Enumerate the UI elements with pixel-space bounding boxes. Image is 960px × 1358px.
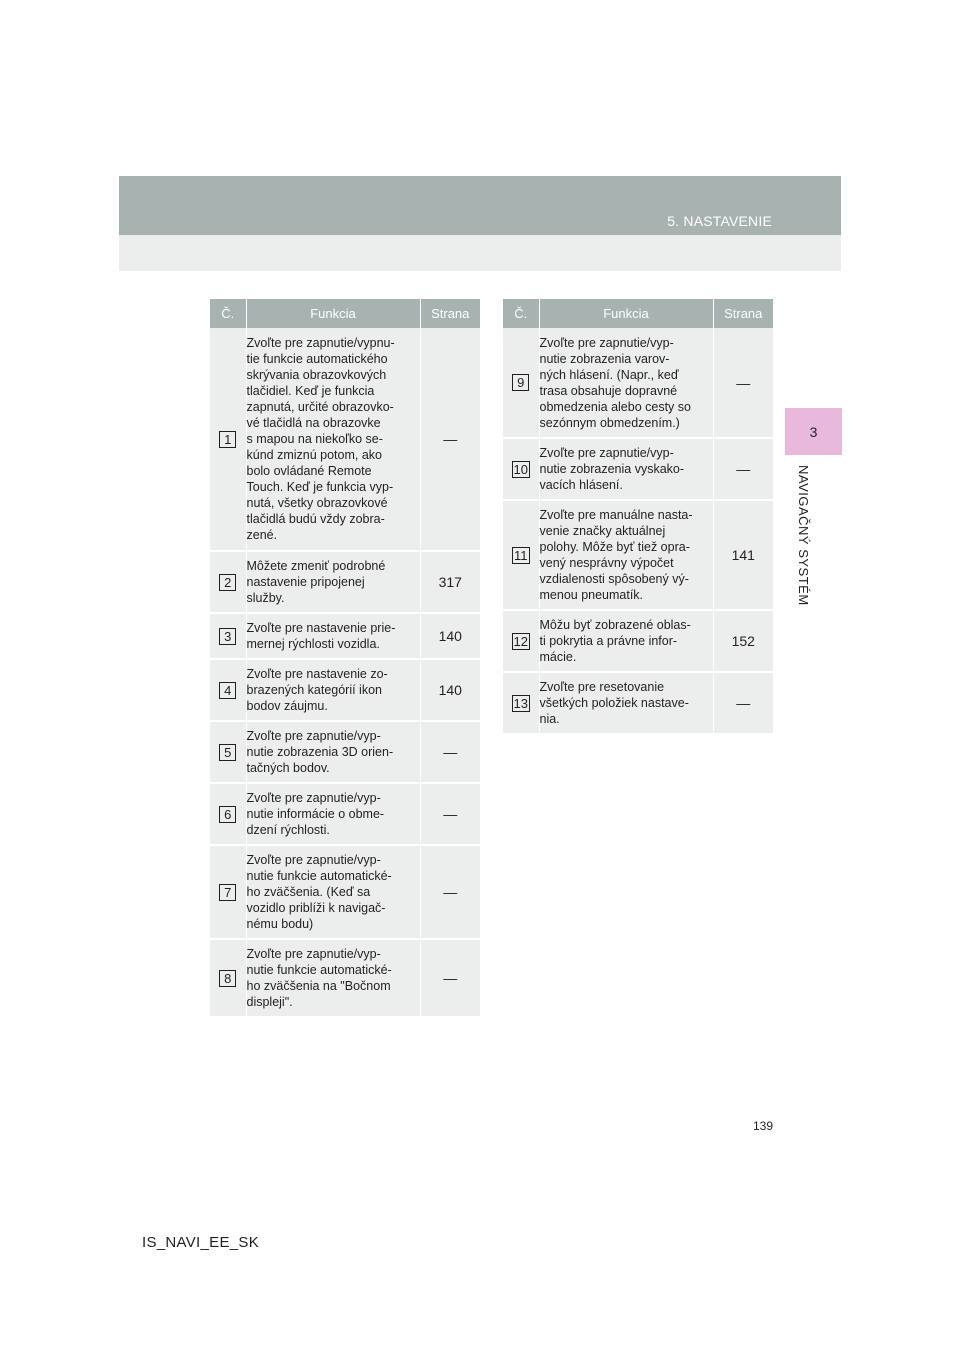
page-reference: — <box>736 374 751 391</box>
row-number-cell <box>210 845 246 939</box>
page-reference: — <box>736 695 751 711</box>
page-reference: 141 <box>731 547 755 563</box>
table-row <box>503 438 773 500</box>
column-header-page: Strana <box>420 299 480 328</box>
row-number-cell <box>503 672 539 734</box>
function-description: Môžete zmeniť podrobné nastavenie pripojenej služby. <box>246 559 386 605</box>
page-reference: — <box>736 461 751 477</box>
page-reference: — <box>443 431 458 447</box>
page-reference: 140 <box>438 628 462 644</box>
page-reference: — <box>443 744 458 760</box>
page-reference-cell <box>713 328 773 438</box>
function-description-cell <box>246 721 420 783</box>
page-number: 139 <box>753 1119 774 1133</box>
row-number-cell <box>503 610 539 672</box>
page-reference-cell <box>420 613 480 659</box>
row-number: 13 <box>513 695 528 711</box>
row-number-cell <box>503 438 539 500</box>
column-header-function: Funkcia <box>246 299 420 328</box>
table-header-row <box>503 299 773 328</box>
function-description-cell <box>246 659 420 721</box>
chapter-title: NAVIGAČNÝ SYSTÉM <box>796 465 811 606</box>
row-number: 7 <box>219 884 236 901</box>
column-header-page: Strana <box>713 299 773 328</box>
row-number: 3 <box>219 628 236 645</box>
header-strip <box>119 235 841 271</box>
chapter-tab <box>785 408 842 455</box>
table-row <box>503 500 773 610</box>
table-row <box>210 551 480 613</box>
function-description-cell <box>539 500 713 610</box>
function-description: Zvoľte pre manuálne nasta- venie značky aktuálnej polohy. Môže byť tiež opra- vený nesprávny výpočet vzdialenosti spôsobený vý- menou pneumatík. <box>539 508 693 602</box>
table-row <box>210 721 480 783</box>
function-description: Zvoľte pre zapnutie/vyp- nutie informácie o obme- dzení rýchlosti. <box>246 791 385 837</box>
page-reference-cell <box>420 659 480 721</box>
row-number: 6 <box>219 806 236 823</box>
function-description: Môžu byť zobrazené oblas- ti pokrytia a právne infor- mácie. <box>539 618 691 664</box>
function-description: Zvoľte pre zapnutie/vyp- nutie zobrazenia vyskako- vacích hlásení. <box>539 446 685 492</box>
page-reference-cell <box>420 939 480 1017</box>
row-number-cell <box>210 939 246 1017</box>
page-reference-cell <box>420 328 480 551</box>
function-description: Zvoľte pre zapnutie/vyp- nutie zobrazenia varov- ných hlásení. (Napr., keď trasa obsahuje dopravné obmedzenia alebo cesty so sezónnym obmedzením.) <box>539 335 691 430</box>
table-row <box>210 659 480 721</box>
column-header-no: Č. <box>210 299 246 328</box>
function-description: Zvoľte pre zapnutie/vyp- nutie zobrazenia 3D orien- tačných bodov. <box>246 729 394 775</box>
row-number: 1 <box>219 431 236 448</box>
page-reference-cell <box>713 438 773 500</box>
row-number: 2 <box>219 574 236 591</box>
table-row <box>210 939 480 1017</box>
row-number-cell <box>210 721 246 783</box>
row-number: 5 <box>219 744 236 761</box>
page-reference-cell <box>420 721 480 783</box>
function-description-cell <box>246 783 420 845</box>
function-description-cell <box>246 939 420 1017</box>
function-description-cell <box>539 438 713 500</box>
settings-table-left <box>210 299 480 1018</box>
page-reference-cell <box>420 845 480 939</box>
document-code: IS_NAVI_EE_SK <box>142 1234 260 1251</box>
page-reference-cell <box>420 783 480 845</box>
table-row <box>210 845 480 939</box>
function-description-cell <box>246 613 420 659</box>
section-title: 5. NASTAVENIE <box>667 213 772 229</box>
row-number: 12 <box>513 633 528 649</box>
row-number-cell <box>210 613 246 659</box>
function-description-cell <box>539 328 713 438</box>
row-number-cell <box>210 551 246 613</box>
row-number-cell <box>503 328 539 438</box>
row-number-cell <box>210 783 246 845</box>
table-row <box>503 610 773 672</box>
row-number-cell <box>503 500 539 610</box>
column-header-no: Č. <box>503 299 539 328</box>
function-description-cell <box>246 845 420 939</box>
table-row <box>210 613 480 659</box>
page-reference: 317 <box>438 574 462 590</box>
page-reference-cell <box>420 551 480 613</box>
row-number: 4 <box>219 682 236 699</box>
function-description: Zvoľte pre zapnutie/vyp- nutie funkcie automatické- ho zväčšenia na "Bočnom displeji". <box>246 947 392 1009</box>
row-number: 11 <box>514 547 528 563</box>
function-description: Zvoľte pre nastavenie zo- brazených kategórií ikon bodov záujmu. <box>246 667 388 713</box>
settings-table-right <box>503 299 773 735</box>
function-description-cell <box>246 328 420 551</box>
table-header-row <box>210 299 480 328</box>
function-description-cell <box>539 610 713 672</box>
column-header-function: Funkcia <box>539 299 713 328</box>
function-description-cell <box>539 672 713 734</box>
function-description: Zvoľte pre resetovanie všetkých položiek nastave- nia. <box>539 680 689 726</box>
row-number: 8 <box>219 970 236 987</box>
function-description: Zvoľte pre nastavenie prie- mernej rýchlosti vozidla. <box>246 621 396 651</box>
page-reference-cell <box>713 500 773 610</box>
page-reference: — <box>443 806 458 822</box>
row-number-cell <box>210 328 246 551</box>
page-reference: 140 <box>438 682 462 698</box>
row-number: 9 <box>512 374 529 391</box>
table-row <box>503 328 773 438</box>
function-description: Zvoľte pre zapnutie/vyp- nutie funkcie automatické- ho zväčšenia. (Keď sa vozidlo priblíži k navigač- nému bodu) <box>246 853 392 931</box>
row-number: 10 <box>513 461 528 477</box>
table-row <box>210 783 480 845</box>
row-number-cell <box>210 659 246 721</box>
function-description: Zvoľte pre zapnutie/vypnu- tie funkcie automatického skrývania obrazovkových tlačidiel. Keď je funkcia zapnutá, určité obrazovko- vé tlačidlá na obrazovke s mapou na niekoľko se- kúnd zmiznú potom, ako bolo ovládané Remote Touch. Keď je funkcia vyp- nutá, všetky obrazovkové tlačidlá budú vždy zobra- zené. <box>246 336 395 542</box>
chapter-number: 3 <box>809 423 818 440</box>
page-reference-cell <box>713 610 773 672</box>
page-reference-cell <box>713 672 773 734</box>
function-description-cell <box>246 551 420 613</box>
table-row <box>210 328 480 551</box>
table-row <box>503 672 773 734</box>
page-reference: — <box>443 884 458 900</box>
page-reference: 152 <box>731 633 755 649</box>
page-reference: — <box>443 970 458 986</box>
